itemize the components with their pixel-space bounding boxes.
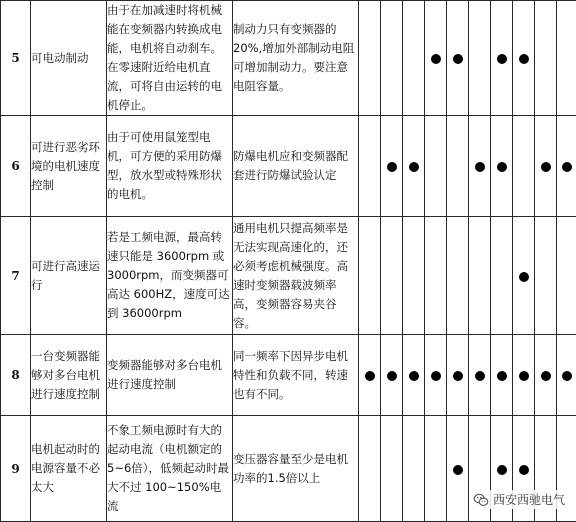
watermark (470, 490, 568, 509)
applicability-cell (535, 335, 557, 416)
note-cell: 防爆电机应和变频器配套进行防爆试验认定 (233, 116, 359, 217)
table-row (1, 217, 576, 335)
applicable-dot-icon (541, 371, 551, 381)
note-cell: 变压器容量至少是电机功率的1.5倍以上 (233, 416, 359, 522)
table-row (1, 1, 576, 116)
feature-cell: 可进行恶劣环境的电机速度控制 (31, 116, 107, 217)
applicability-cell (425, 217, 447, 335)
applicability-cell (381, 1, 403, 116)
watermark-text: 西安西驰电气 (493, 491, 565, 508)
applicable-dot-icon (497, 371, 507, 381)
applicable-dot-icon (409, 371, 419, 381)
applicability-cell (469, 335, 491, 416)
applicability-cell (403, 1, 425, 116)
feature-cell: 可进行高速运行 (31, 217, 107, 335)
note-cell: 制动力只有变频器的20%,增加外部制动电阻可增加制动力。要注意电阻容量。 (233, 1, 359, 116)
applicability-cell (447, 1, 469, 116)
note-cell: 同一频率下因异步电机特性和负载不同，转速也有不同。 (233, 335, 359, 416)
applicability-cell (425, 335, 447, 416)
applicability-cell (447, 217, 469, 335)
applicability-cell (491, 116, 513, 217)
applicability-cell (425, 1, 447, 116)
applicable-dot-icon (541, 162, 551, 172)
feature-cell: 可电动制动 (31, 1, 107, 116)
applicable-dot-icon (409, 162, 419, 172)
applicable-dot-icon (431, 54, 441, 64)
description-cell: 变频器能够对多台电机进行速度控制 (107, 335, 233, 416)
applicability-cell (513, 335, 535, 416)
applicability-cell (535, 217, 557, 335)
applicability-cell (469, 116, 491, 217)
applicable-dot-icon (497, 465, 507, 475)
description-cell: 若是工频电源，最高转速只能是 3600rpm 或 3000rpm，而变频器可高达 600HZ，速度可达到 36000rpm (107, 217, 233, 335)
wechat-icon (473, 492, 489, 508)
applicability-cell (557, 1, 576, 116)
applicable-dot-icon (497, 54, 507, 64)
note-cell: 通用电机只提高频率是无法实现高速化的，还必须考虑机械强度。高速时变频器载波频率高，变频器容易夹谷容。 (233, 217, 359, 335)
applicability-cell (425, 416, 447, 522)
applicable-dot-icon (431, 371, 441, 381)
applicability-cell (557, 116, 576, 217)
applicability-cell (359, 116, 381, 217)
applicability-cell (381, 116, 403, 217)
feature-cell: 一台变频器能够对多台电机进行速度控制 (31, 335, 107, 416)
applicable-dot-icon (562, 162, 572, 172)
applicable-dot-icon (519, 371, 529, 381)
applicable-dot-icon (519, 272, 529, 282)
applicability-cell (381, 416, 403, 522)
applicability-cell (359, 335, 381, 416)
applicability-cell (491, 335, 513, 416)
row-number: 6 (1, 116, 31, 217)
applicability-cell (513, 116, 535, 217)
applicability-cell (447, 335, 469, 416)
description-cell: 由于可使用鼠笼型电机，可方便的采用防爆型，放水型或特殊形状的电机。 (107, 116, 233, 217)
applicability-cell (557, 335, 576, 416)
applicability-cell (359, 217, 381, 335)
row-number: 7 (1, 217, 31, 335)
row-number: 5 (1, 1, 31, 116)
applicability-cell (535, 116, 557, 217)
description-cell: 不象工频电源时有大的起动电流（电机额定的5~6倍），低频起动时最大不过 100~150%电流 (107, 416, 233, 522)
applicable-dot-icon (497, 162, 507, 172)
applicable-dot-icon (387, 371, 397, 381)
applicability-cell (491, 1, 513, 116)
applicability-cell (557, 217, 576, 335)
applicability-cell (469, 1, 491, 116)
applicability-cell (403, 416, 425, 522)
applicable-dot-icon (475, 371, 485, 381)
table-row (1, 335, 576, 416)
feature-cell: 电机起动时的电源容量不必太大 (31, 416, 107, 522)
applicability-cell (381, 335, 403, 416)
applicable-dot-icon (365, 371, 375, 381)
table-row (1, 116, 576, 217)
applicable-dot-icon (519, 465, 529, 475)
applicable-dot-icon (475, 162, 485, 172)
applicability-cell (513, 1, 535, 116)
applicable-dot-icon (519, 54, 529, 64)
row-number: 9 (1, 416, 31, 522)
applicability-cell (491, 217, 513, 335)
applicability-cell (513, 217, 535, 335)
applicability-cell (425, 116, 447, 217)
applicable-dot-icon (453, 54, 463, 64)
applicability-cell (403, 335, 425, 416)
row-number: 8 (1, 335, 31, 416)
applicable-dot-icon (387, 162, 397, 172)
applicability-cell (535, 1, 557, 116)
applicable-dot-icon (453, 465, 463, 475)
applicability-cell (469, 217, 491, 335)
applicability-cell (359, 416, 381, 522)
applicability-cell (403, 217, 425, 335)
applicability-cell (447, 116, 469, 217)
applicable-dot-icon (562, 371, 572, 381)
applicability-cell (359, 1, 381, 116)
applicability-cell (403, 116, 425, 217)
applicable-dot-icon (453, 371, 463, 381)
description-cell: 由于在加减速时将机械能在变频器内转换成电能，电机将自动刹车。在零速附近给电机直流，可将自由运转的电机停止。 (107, 1, 233, 116)
applicability-cell (447, 416, 469, 522)
applicability-cell (381, 217, 403, 335)
